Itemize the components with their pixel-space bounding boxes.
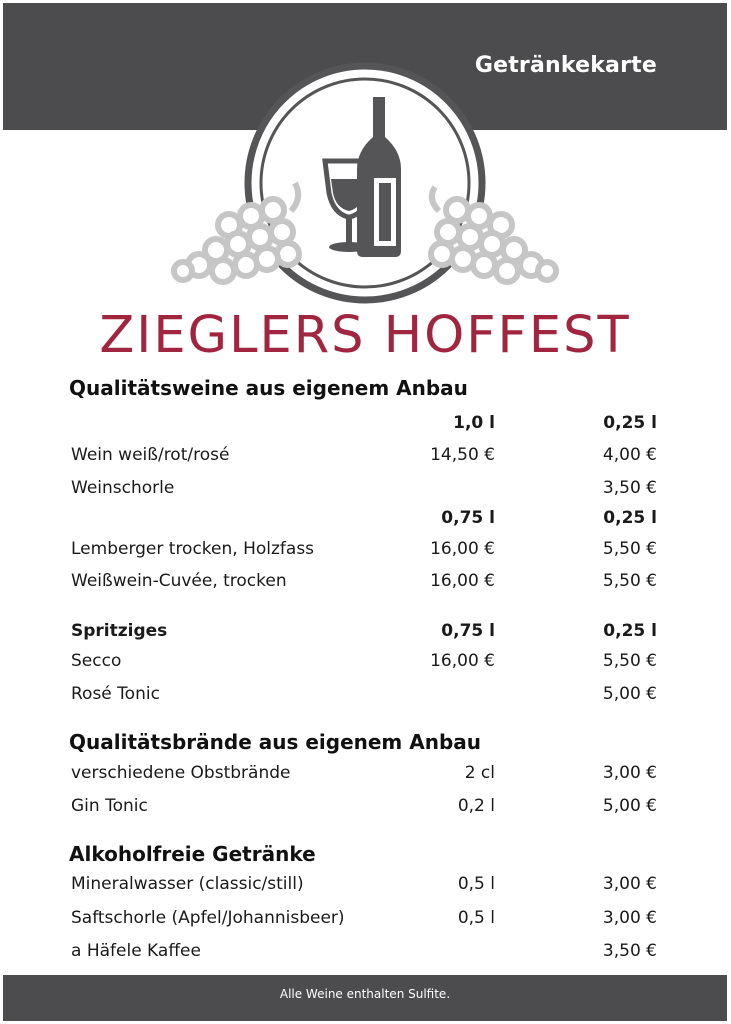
column-header-size: 0,75 l	[441, 508, 495, 528]
list-item	[3, 941, 727, 965]
item-name: Lemberger trocken, Holzfass	[71, 539, 315, 559]
list-item	[3, 763, 727, 787]
item-size: 0,5 l	[457, 908, 495, 928]
item-price: 3,00 €	[602, 763, 657, 783]
item-name: Secco	[71, 651, 122, 671]
column-header-size: 0,25 l	[603, 413, 657, 433]
item-price: 5,00 €	[602, 796, 657, 816]
item-name: Mineralwasser (classic/still)	[71, 874, 304, 894]
page-title: Getränkekarte	[474, 53, 657, 78]
item-name: a Häfele Kaffee	[71, 941, 201, 961]
item-price: 16,00 €	[430, 651, 495, 671]
brand-name: ZIEGLERS HOFFEST	[99, 306, 631, 365]
item-price: 3,50 €	[602, 941, 657, 961]
menu-list	[3, 3, 727, 1021]
section-header-sparkling	[3, 621, 727, 645]
item-price: 3,00 €	[602, 908, 657, 928]
item-name: Saftschorle (Apfel/Johannisbeer)	[71, 908, 345, 928]
item-name: Wein weiß/rot/rosé	[71, 445, 230, 465]
column-header	[3, 413, 727, 437]
item-price: 3,00 €	[602, 874, 657, 894]
item-size: 2 cl	[464, 763, 495, 783]
list-item	[3, 796, 727, 820]
item-price: 14,50 €	[430, 445, 495, 465]
item-price: 3,50 €	[602, 478, 657, 498]
item-name: Rosé Tonic	[71, 684, 160, 704]
column-header-size: 0,25 l	[603, 621, 657, 641]
section-title-sparkling: Spritziges	[71, 621, 168, 641]
list-item	[3, 874, 727, 898]
item-price: 4,00 €	[602, 445, 657, 465]
column-header-size: 1,0 l	[453, 413, 495, 433]
item-price: 5,00 €	[602, 684, 657, 704]
section-title-brandies: Qualitätsbrände aus eigenem Anbau	[69, 730, 482, 754]
list-item	[3, 684, 727, 708]
section-title-wines: Qualitätsweine aus eigenem Anbau	[69, 376, 468, 400]
item-name: Weißwein-Cuvée, trocken	[71, 571, 287, 591]
section-title-soft-drinks: Alkoholfreie Getränke	[69, 842, 316, 866]
column-header	[3, 508, 727, 532]
footer-note: Alle Weine enthalten Sulfite.	[279, 987, 451, 1001]
item-size: 0,5 l	[457, 874, 495, 894]
item-price: 16,00 €	[430, 539, 495, 559]
list-item	[3, 478, 727, 502]
column-header-size: 0,25 l	[603, 508, 657, 528]
list-item	[3, 908, 727, 932]
item-name: verschiedene Obstbrände	[71, 763, 291, 783]
item-price: 16,00 €	[430, 571, 495, 591]
item-name: Weinschorle	[71, 478, 175, 498]
list-item	[3, 571, 727, 595]
menu-page	[3, 3, 727, 1021]
list-item	[3, 651, 727, 675]
item-price: 5,50 €	[602, 651, 657, 671]
item-size: 0,2 l	[457, 796, 495, 816]
list-item	[3, 539, 727, 563]
item-price: 5,50 €	[602, 571, 657, 591]
list-item	[3, 445, 727, 469]
item-price: 5,50 €	[602, 539, 657, 559]
item-name: Gin Tonic	[71, 796, 148, 816]
column-header-size: 0,75 l	[441, 621, 495, 641]
